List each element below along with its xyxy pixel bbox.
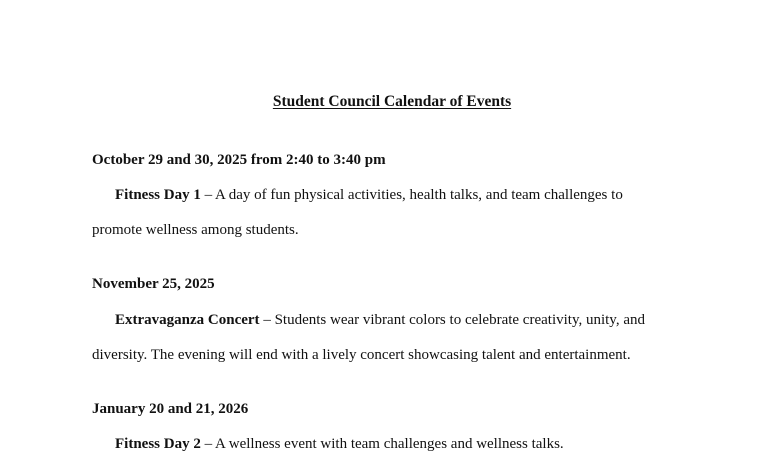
event-description bbox=[92, 427, 682, 462]
event-description bbox=[92, 178, 682, 248]
event-date: January 20 and 21, 2026 bbox=[92, 401, 249, 417]
event-description-continued: diversity. The evening will end with a lively concert showcasing talent and entertainment. bbox=[92, 347, 631, 363]
event-description bbox=[92, 303, 682, 373]
event-name: Fitness Day 2 bbox=[115, 436, 201, 452]
event-date: October 29 and 30, 2025 from 2:40 to 3:40 pm bbox=[92, 152, 386, 168]
event-description-text: – A day of fun physical activities, health talks, and team challenges to bbox=[200, 187, 623, 203]
event-name: Fitness Day 1 bbox=[115, 187, 201, 203]
event-description-text: – Students wear vibrant colors to celebrate creativity, unity, and bbox=[259, 312, 645, 328]
event-description-text: – A wellness event with team challenges and wellness talks. bbox=[200, 436, 564, 452]
event-name: Extravaganza Concert bbox=[115, 312, 260, 328]
event-date: November 25, 2025 bbox=[92, 276, 215, 292]
page-title: Student Council Calendar of Events bbox=[272, 93, 512, 110]
event-description-continued: promote wellness among students. bbox=[92, 222, 299, 238]
